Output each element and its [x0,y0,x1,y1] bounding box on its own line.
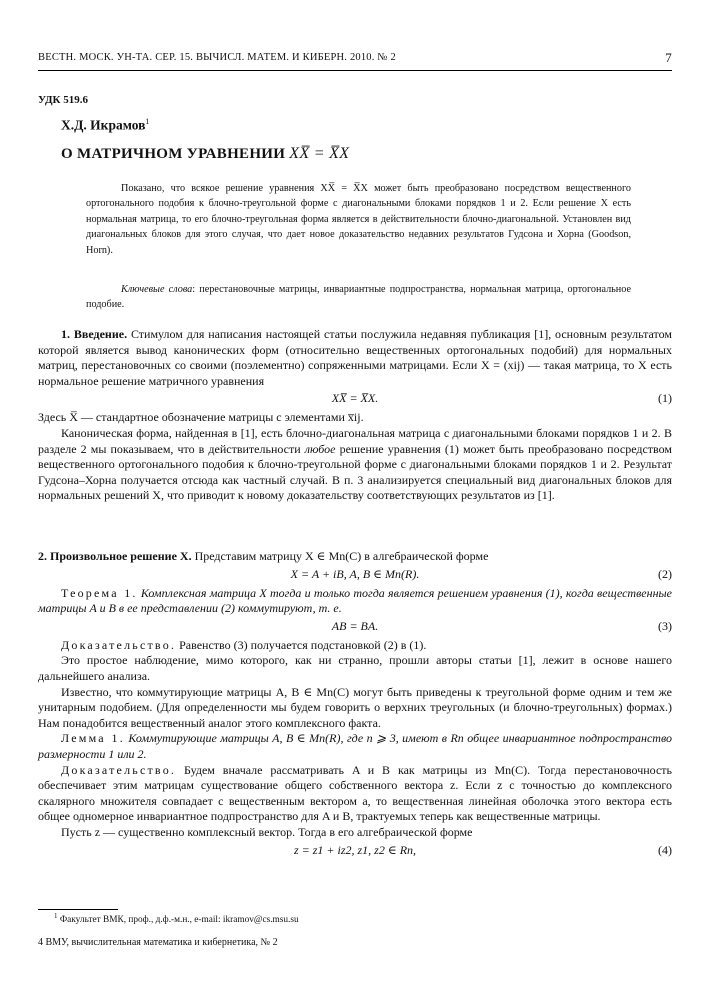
header-rule [38,70,672,71]
proof-1-text: Равенство (3) получается подстановкой (2) в (1). [179,637,427,652]
article-title [61,145,349,163]
journal-name: ВЕСТН. МОСК. УН-ТА. СЕР. 15. ВЫЧИСЛ. МАТЕМ. И КИБЕРН. 2010. № 2 [38,52,396,63]
section-2-paragraph-3: Известно, что коммутирующие матрицы A, B ∈ Mn(C) могут быть приведены к треугольной форме одним и тем же унитарным подобием. (Для определенности мы будем говорить о верхних треугольных (и блочно-треугольных) формах.) Нам понадобится вещественный аналог этого комплексного факта. [38,684,672,730]
theorem-1 [38,586,672,617]
theorem-1-label: Теорема 1. [61,585,138,600]
footnote-rule [38,909,118,910]
intro-emphasis: любое [304,441,336,456]
equation-1 [38,389,672,410]
footnote-text: Факультет ВМК, проф., д.ф.-м.н., e-mail: ikramov@cs.msu.su [59,915,299,926]
lemma-1-label: Лемма 1. [61,731,125,746]
title-text: О МАТРИЧНОМ УРАВНЕНИИ [61,146,290,162]
intro-text-3b: решение уравнения (1) может быть преобразовано посредством вещественного ортогонального подобия к блочно-треугольной форме с диагональными блоками порядков 1 и 2. Результат Гудсона–Хорна получается отсюда как частный случай. В п. 3 анализируется специальный вид диагональных блоков для нормальных решений X, что приводит к новому доказательству соответствующих результатов из [1]. [38,441,672,503]
footnote [54,912,299,925]
section-arbitrary-solution [38,549,672,862]
equation-2-number: (2) [658,566,672,581]
footnote-mark: 1 [54,912,58,920]
intro-paragraph-2: Здесь X̅ — стандартное обозначение матрицы с элементами x̅ij. [38,410,364,425]
keywords-label: Ключевые слова [121,284,193,295]
proof-1-label: Доказательство. [61,637,177,652]
equation-2 [38,565,672,586]
equation-3 [38,617,672,638]
equation-1-number: (1) [658,391,672,406]
intro-text-3a: Каноническая форма, найденная в [1], есть блочно-диагональная матрица с диагональными блоками порядков 1 и 2. В разделе 2 мы показываем, что в действительности [38,425,672,456]
equation-4-body: z = z1 + iz2, z1, z2 ∈ Rn, [293,842,417,857]
udk-code: УДК 519.6 [38,94,89,106]
section-2-paragraph-1 [38,549,672,565]
author [61,117,149,134]
lemma-1-text: Коммутирующие матрицы A, B ∈ Mn(R), где n ⩾ 3, имеют в Rn общее инвариантное подпространство размерности 1 или 2. [38,731,672,761]
proof-1 [38,638,672,654]
signature-line: 4 ВМУ, вычислительная математика и кибернетика, № 2 [38,937,278,948]
proof-2-label: Доказательство. [61,762,177,777]
running-header [38,52,672,70]
equation-2-body: X = A + iB, A, B ∈ Mn(R). [290,566,420,581]
title-equation: XX̅ = X̅X [289,145,350,162]
lemma-1 [38,731,672,762]
proof-2 [38,763,672,825]
keywords-text: : перестановочные матрицы, инвариантные подпространства, нормальная матрица, ортогональное подобие. [86,284,631,311]
page-number: 7 [665,50,672,65]
section-2-paragraph-4: Пусть z — существенно комплексный вектор. Тогда в его алгебраической форме [61,824,473,839]
section-2-heading: 2. Произвольное решение X. [38,549,192,563]
theorem-1-text: Комплексная матрица X тогда и только тогда является решением уравнения (1), когда вещественные матрицы A и B в ее представлении (2) коммутируют, т. е. [38,585,672,616]
section-introduction [38,327,672,504]
equation-3-body: AB = BA. [331,618,379,633]
equation-3-number: (3) [658,618,672,633]
keywords [86,282,631,313]
author-name: Х.Д. Икрамов [61,117,146,133]
intro-paragraph-3 [38,426,672,504]
intro-paragraph-1 [38,327,672,389]
section-1-heading: 1. Введение. [61,327,128,341]
section-2-text-1: Представим матрицу X ∈ Mn(C) в алгебраической форме [194,549,489,563]
author-footnote-mark: 1 [145,117,150,126]
abstract: Показано, что всякое решение уравнения XX̅ = X̅X может быть преобразовано посредством вещественного ортогонального подобия к блочно-треугольной форме с диагональными блоками порядков 1 и 2. Если решение X есть нормальная матрица, то его блочно-треугольная форма является в действительности блочно-диагональной. Установлен вид диагональных блоков для этого случая, что дает новое доказательство недавних результатов Гудсона и Хорна (Goodson, Horn). [86,183,631,256]
intro-text-1: Стимулом для написания настоящей статьи послужила недавняя публикация [1], основным результатом которой является вывод канонических форм (относительно вещественных ортогональных подобий) для нормальных матриц, перестановочных со своими (поэлементно) сопряженными матрицами. Если X = (xij) — такая матрица, то X есть нормальное решение матричного уравнения [38,327,673,388]
equation-1-body: XX̅ = X̅X. [331,391,379,406]
equation-4-number: (4) [658,842,672,857]
section-2-paragraph-2: Это простое наблюдение, мимо которого, как ни странно, прошли авторы статьи [1], лежит в основе нашего дальнейшего анализа. [38,653,672,683]
equation-4 [38,841,672,862]
proof-2-text: Будем вначале рассматривать A и B как матрицы из Mn(C). Тогда перестановочность обеспечивает этим матрицам существование общего собственного вектора z. Если z с точностью до комплексного скалярного множителя совпадает с вещественным вектором a, то вещественная линейная оболочка этого вектора есть общее одномерное инвариантное подпространство для A и B, трактуемых теперь как вещественные матрицы. [38,762,672,824]
